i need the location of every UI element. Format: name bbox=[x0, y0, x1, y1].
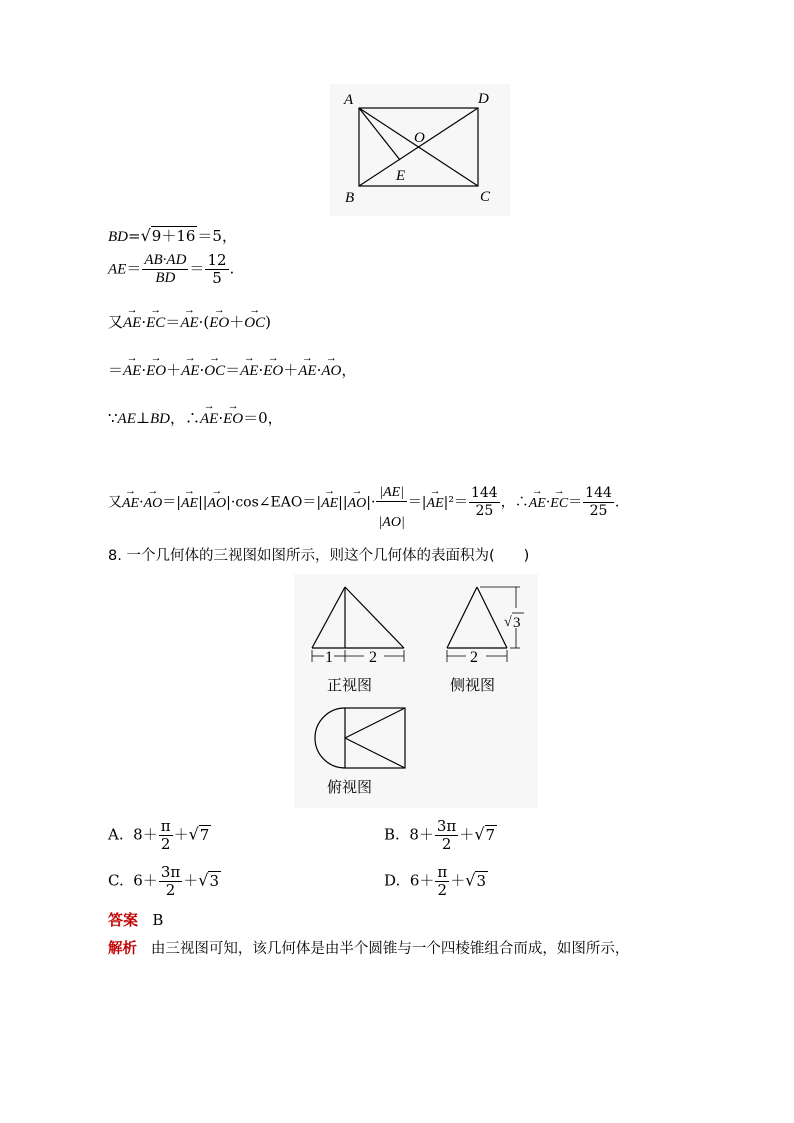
fraction: $\frac{144}{25}$ bbox=[585, 485, 612, 519]
side-dim-base: 2 bbox=[470, 649, 478, 666]
fraction: $\frac{AB\cdot AD}{BD}$ bbox=[144, 252, 187, 286]
label-o: O bbox=[414, 130, 425, 146]
question-8: 8. 一个几何体的三视图如图所示，则这个几何体的表面积为( ) bbox=[108, 548, 530, 564]
fraction: $\frac{3\pi}{2}$ bbox=[160, 863, 181, 899]
option-a[interactable]: A. 8＋ $\frac{\pi}{2}$ ＋√7 bbox=[108, 817, 210, 853]
answer-label: 答案 bbox=[108, 911, 139, 929]
rectangle-figure bbox=[330, 84, 510, 216]
step-final: 又→ AE·→ AO＝|→ AE||→ AO|·cos∠EAO＝|→ AE||→ AO|· $\frac{|AE|}{|AO|}$ ＝|→ AE|²＝ $\frac{144}{25}$ ，∴→ AE·→ EC＝ $\frac{144}{25}$ . bbox=[108, 474, 619, 531]
label-a: A bbox=[344, 92, 354, 108]
front-dim-1: 1 bbox=[325, 649, 333, 666]
analysis-label: 解析 bbox=[108, 941, 137, 957]
step-dot-2: ＝→ AE·→ EO＋→ AE·→ OC＝→ AE·→ EO＋→ AE·→ AO， bbox=[108, 360, 356, 381]
side-sqrt-sign: √ bbox=[504, 615, 512, 630]
step-ae: AE＝ $\frac{AB\cdot AD}{BD}$ ＝ $\frac{12}{5}$ . bbox=[108, 251, 235, 287]
analysis-line bbox=[108, 939, 629, 959]
step-bd: BD=√9＋16 ＝5， bbox=[108, 226, 237, 245]
option-b[interactable]: B. 8＋ $\frac{3\pi}{2}$ ＋√7 bbox=[384, 817, 496, 853]
step-dot-1: 又→ AE·→ EC＝→ AE·(→ EO＋→ OC) bbox=[108, 312, 271, 333]
top-view bbox=[315, 708, 405, 768]
fraction: $\frac{144}{25}$ bbox=[470, 485, 498, 519]
top-view-caption: 俯视图 bbox=[327, 778, 373, 796]
label-e: E bbox=[396, 168, 406, 184]
answer-value: B bbox=[152, 911, 164, 929]
answer-line bbox=[108, 910, 163, 930]
option-d[interactable]: D. 6＋ $\frac{\pi}{2}$ ＋√3 bbox=[384, 863, 486, 899]
fraction: $\frac{\pi}{2}$ bbox=[160, 817, 171, 853]
label-b: B bbox=[345, 190, 355, 206]
side-view-caption: 侧视图 bbox=[450, 676, 496, 694]
fraction: $\frac{12}{5}$ bbox=[207, 251, 227, 287]
fraction: $\frac{3\pi}{2}$ bbox=[436, 817, 457, 853]
rectangle-diagram bbox=[330, 84, 510, 216]
fraction: $\frac{|AE|}{|AO|}$ bbox=[376, 474, 406, 531]
front-view-caption: 正视图 bbox=[327, 676, 373, 694]
analysis-text: 由三视图可知，该几何体是由半个圆锥与一个四棱锥组合而成，如图所示， bbox=[150, 941, 630, 957]
three-view-figure bbox=[294, 574, 538, 808]
three-view-diagram bbox=[294, 574, 538, 808]
front-dim-2: 2 bbox=[369, 649, 377, 666]
label-c: C bbox=[480, 189, 491, 205]
option-c[interactable]: C. 6＋ $\frac{3\pi}{2}$ ＋√3 bbox=[108, 863, 219, 899]
fraction: $\frac{\pi}{2}$ bbox=[437, 863, 448, 899]
step-perpendicular: ∵AE⊥BD，∴→ AE·→ EO＝0， bbox=[108, 408, 283, 429]
label-d: D bbox=[478, 91, 489, 107]
side-dim-height: 3 bbox=[513, 615, 521, 631]
